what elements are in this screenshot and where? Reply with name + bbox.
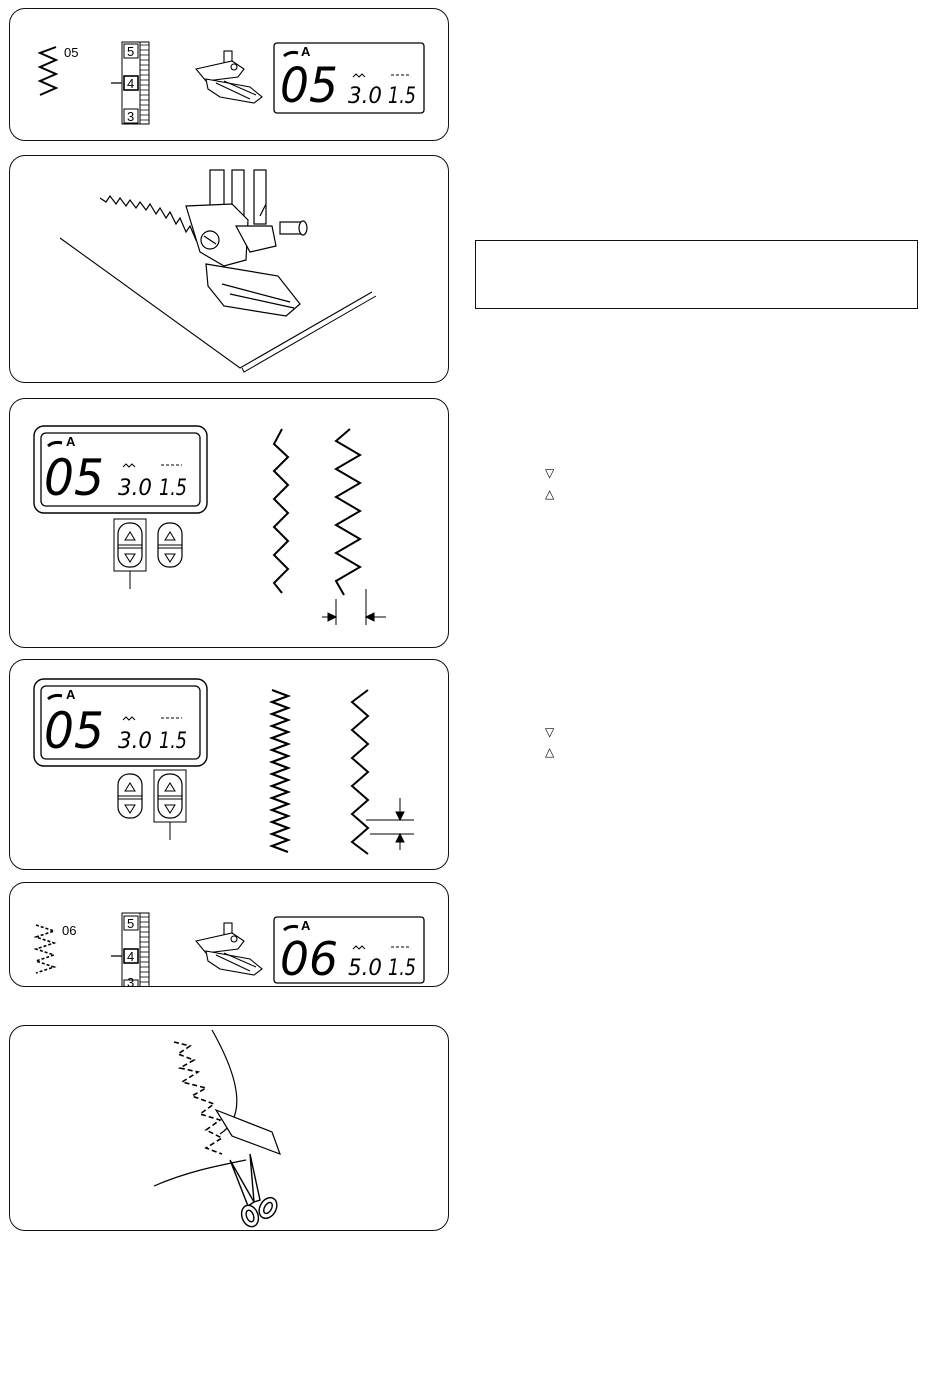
length-button[interactable] xyxy=(158,523,182,567)
tension-dial xyxy=(111,42,149,124)
lcd-pattern: 05 xyxy=(280,58,338,114)
lcd-mode: A xyxy=(301,918,311,933)
dial-label-bottom: 3 xyxy=(127,975,135,988)
lcd-length: 1.5 xyxy=(388,84,416,109)
lcd-pattern: 06 xyxy=(280,932,338,986)
panel-5-illustration xyxy=(10,883,449,987)
lcd-display xyxy=(274,43,424,114)
presser-foot-icon xyxy=(196,51,262,103)
panel-3-illustration xyxy=(10,399,449,648)
lcd-length: 1.5 xyxy=(388,956,416,981)
panel-1-illustration xyxy=(10,9,449,141)
scissors-icon xyxy=(230,1154,280,1229)
width-button[interactable] xyxy=(118,523,142,567)
lcd-pattern: 05 xyxy=(44,449,104,507)
width-dimension xyxy=(322,589,386,625)
panel-4-illustration xyxy=(10,660,449,870)
lcd-display xyxy=(274,917,424,986)
lcd-width: 3.0 xyxy=(118,729,152,754)
triangle-up-icon: △ xyxy=(545,745,555,759)
dense-zigzag xyxy=(272,690,288,852)
pattern-number: 06 xyxy=(62,923,77,938)
lcd-mode: A xyxy=(66,687,76,702)
panel-trimming-illustration xyxy=(9,1025,449,1231)
lcd-width: 3.0 xyxy=(348,84,382,109)
open-zigzag xyxy=(352,690,368,854)
lcd-display xyxy=(34,679,207,766)
lcd-mode: A xyxy=(66,434,76,449)
multi-step-zigzag-symbol xyxy=(36,925,54,973)
lcd-length: 1.5 xyxy=(159,476,187,501)
tension-dial xyxy=(111,913,149,987)
length-dimension xyxy=(366,798,414,850)
panel-6-illustration xyxy=(10,1026,449,1231)
dial-label-top: 5 xyxy=(127,916,135,931)
presser-foot-icon xyxy=(196,923,262,975)
panel-sewing-illustration xyxy=(9,155,449,383)
lcd-mode: A xyxy=(301,44,311,59)
dial-label-top: 5 xyxy=(127,44,135,59)
width-button[interactable] xyxy=(118,774,142,818)
note-box xyxy=(475,240,918,309)
lcd-width: 3.0 xyxy=(118,476,152,501)
lcd-length: 1.5 xyxy=(159,729,187,754)
presser-foot-assembly xyxy=(186,170,307,316)
triangle-down-icon: ▽ xyxy=(545,725,555,739)
multi-step-zigzag-stitch xyxy=(174,1042,222,1154)
panel-length-adjustment xyxy=(9,659,449,870)
panel-width-adjustment xyxy=(9,398,449,648)
zigzag-stitching xyxy=(100,196,206,248)
narrow-zigzag xyxy=(274,429,288,593)
panel-pattern-06-settings xyxy=(9,882,449,987)
lcd-display xyxy=(34,426,207,513)
triangle-down-icon: ▽ xyxy=(545,466,555,480)
dial-label-bottom: 3 xyxy=(127,109,135,124)
fabric-flap xyxy=(216,1110,280,1154)
lcd-pattern: 05 xyxy=(44,702,104,760)
lcd-width: 5.0 xyxy=(348,956,382,981)
zigzag-pattern-symbol xyxy=(40,47,56,95)
dial-label-mid: 4 xyxy=(127,76,135,91)
length-button[interactable] xyxy=(158,774,182,818)
panel-pattern-05-settings xyxy=(9,8,449,141)
wide-zigzag xyxy=(336,429,360,595)
dial-label-mid: 4 xyxy=(127,949,135,964)
triangle-up-icon: △ xyxy=(545,487,555,501)
pattern-number: 05 xyxy=(64,45,79,60)
panel-2-illustration xyxy=(10,156,449,383)
